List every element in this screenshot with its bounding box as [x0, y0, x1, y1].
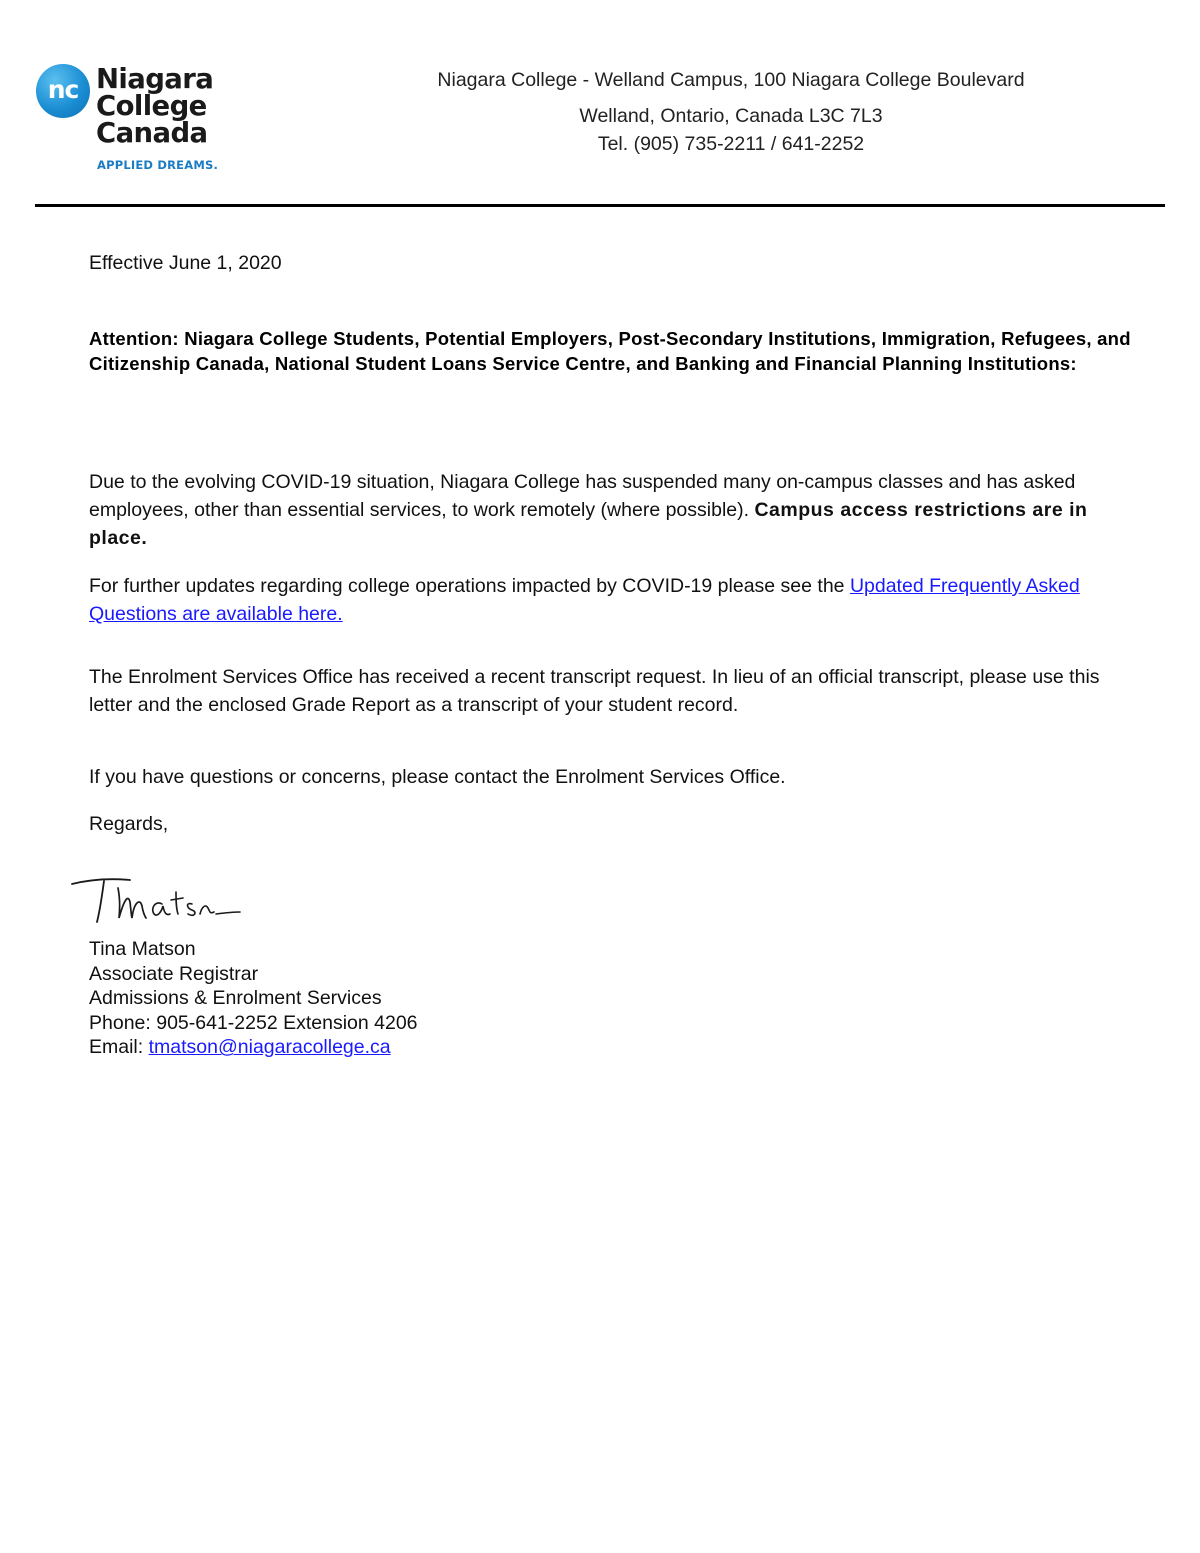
email-label: Email:: [89, 1036, 149, 1059]
address-line-2: Welland, Ontario, Canada L3C 7L3: [579, 105, 883, 127]
campus-restrictions-notice: Campus access restrictions are in place.: [89, 499, 1088, 549]
logo-monogram: nc: [36, 64, 90, 118]
address-line-1: Niagara College - Welland Campus, 100 Niagara College Boulevard: [437, 69, 1025, 91]
paragraph-transcript: The Enrolment Services Office has received a recent transcript request. In lieu of an official transcript, please use this letter and the enclosed Grade Report as a transcript of your student record.: [89, 666, 1100, 716]
paragraph-updates-text: For further updates regarding college operations impacted by COVID-19 please see the: [89, 575, 850, 597]
signer-department: Admissions & Enrolment Services: [89, 987, 382, 1010]
logo-line-2: College: [96, 90, 207, 122]
attention-line: Attention: Niagara College Students, Potential Employers, Post-Secondary Institutions, Immigration, Refugees, and Citizenship Canada, National Student Loans Service Centre, and Banking and Financial Planning Institutions:: [89, 328, 1131, 374]
effective-date: Effective June 1, 2020: [89, 252, 282, 274]
signer-email-row: [89, 1035, 418, 1060]
paragraph-contact: If you have questions or concerns, please contact the Enrolment Services Office.: [89, 766, 786, 788]
faq-link[interactable]: Updated Frequently Asked Questions are available here.: [89, 575, 1080, 625]
address-line-3: Tel. (905) 735-2211 / 641-2252: [597, 133, 865, 155]
email-link[interactable]: tmatson@niagaracollege.ca: [148, 1036, 391, 1059]
logo-line-3: Canada: [96, 117, 208, 149]
header-divider: [35, 204, 1165, 207]
paragraph-updates: [89, 572, 1139, 628]
closing-regards: Regards,: [89, 813, 169, 835]
logo-wordmark: [96, 63, 214, 149]
logo-tagline: APPLIED DREAMS.: [97, 158, 219, 172]
signer-phone: Phone: 905-641-2252 Extension 4206: [89, 1011, 418, 1034]
logo-line-1: Niagara: [96, 63, 214, 95]
college-logo: [36, 62, 236, 180]
paragraph-covid-situation: [89, 468, 1139, 552]
signature-block: [89, 937, 418, 1060]
signer-name: Tina Matson: [89, 938, 196, 960]
paragraph-covid-text: Due to the evolving COVID-19 situation, Niagara College has suspended many on-campus classes and has asked employees, other than essential services, to work remotely (where possible).: [89, 471, 1076, 521]
signer-title: Associate Registrar: [89, 962, 259, 985]
handwritten-signature: [68, 858, 248, 934]
